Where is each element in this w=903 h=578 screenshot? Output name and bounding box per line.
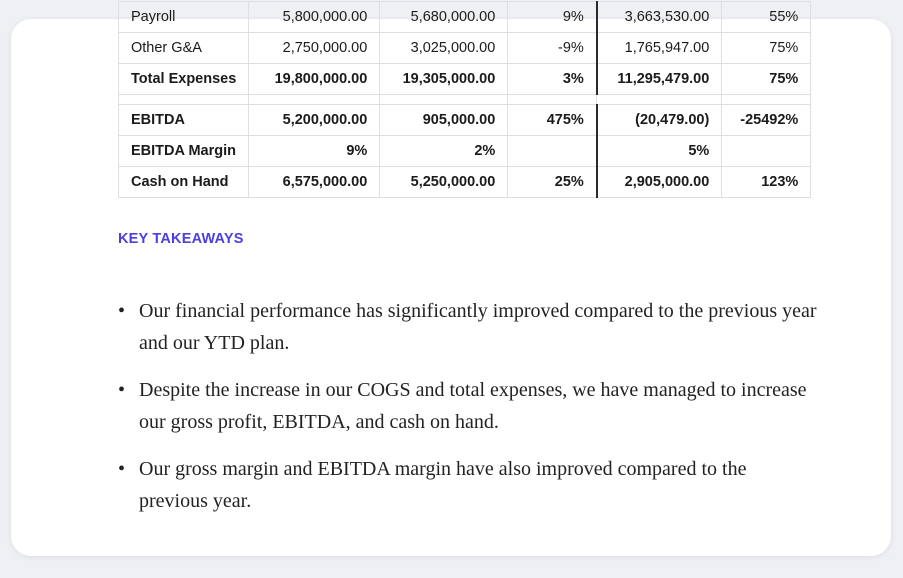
actual-cell: 2,750,000.00 [249, 33, 380, 64]
prior-year-cell: 3,663,530.00 [597, 2, 722, 33]
row-label: Other G&A [119, 33, 249, 64]
takeaway-text: Our financial performance has significantly improved compared to the previous year and our YTD plan. [139, 300, 817, 354]
prior-year-cell: (20,479.00) [597, 105, 722, 136]
list-item [118, 453, 818, 517]
row-label: Payroll [119, 2, 249, 33]
bullet-icon: • [118, 458, 126, 480]
takeaway-text: Despite the increase in our COGS and total expenses, we have managed to increase our gross profit, EBITDA, and cash on hand. [139, 379, 807, 433]
actual-cell: 9% [249, 136, 380, 167]
variance-cell: -9% [508, 33, 597, 64]
row-label: Cash on Hand [119, 167, 249, 198]
financial-table [118, 1, 811, 198]
yoy-cell: 75% [722, 64, 811, 95]
prior-year-cell: 11,295,479.00 [597, 64, 722, 95]
yoy-cell: 55% [722, 2, 811, 33]
yoy-cell [722, 136, 811, 167]
table-row-ebitda-margin [119, 136, 811, 167]
plan-cell: 3,025,000.00 [380, 33, 508, 64]
bullet-icon: • [118, 379, 126, 401]
key-takeaways-heading: KEY TAKEAWAYS [118, 231, 244, 247]
table-spacer-row [119, 95, 811, 105]
list-item [118, 374, 818, 438]
variance-cell: 9% [508, 2, 597, 33]
yoy-cell: -25492% [722, 105, 811, 136]
plan-cell: 19,305,000.00 [380, 64, 508, 95]
row-label: EBITDA Margin [119, 136, 249, 167]
actual-cell: 5,200,000.00 [249, 105, 380, 136]
variance-cell: 3% [508, 64, 597, 95]
table-row-payroll [119, 2, 811, 33]
row-label: Total Expenses [119, 64, 249, 95]
actual-cell: 6,575,000.00 [249, 167, 380, 198]
plan-cell: 5,680,000.00 [380, 2, 508, 33]
table-row-cash-on-hand [119, 167, 811, 198]
bullet-icon: • [118, 300, 126, 322]
plan-cell: 5,250,000.00 [380, 167, 508, 198]
yoy-cell: 75% [722, 33, 811, 64]
list-item [118, 295, 818, 359]
yoy-cell: 123% [722, 167, 811, 198]
plan-cell: 905,000.00 [380, 105, 508, 136]
actual-cell: 5,800,000.00 [249, 2, 380, 33]
table-row-ebitda [119, 105, 811, 136]
variance-cell: 475% [508, 105, 597, 136]
row-label: EBITDA [119, 105, 249, 136]
actual-cell: 19,800,000.00 [249, 64, 380, 95]
prior-year-cell: 1,765,947.00 [597, 33, 722, 64]
variance-cell [508, 136, 597, 167]
takeaway-text: Our gross margin and EBITDA margin have also improved compared to the previous year. [139, 458, 747, 512]
variance-cell: 25% [508, 167, 597, 198]
table-row-total-expenses [119, 64, 811, 95]
prior-year-cell: 5% [597, 136, 722, 167]
takeaways-list [118, 295, 818, 532]
plan-cell: 2% [380, 136, 508, 167]
table-row-other-ga [119, 33, 811, 64]
prior-year-cell: 2,905,000.00 [597, 167, 722, 198]
document-card [11, 9, 891, 556]
